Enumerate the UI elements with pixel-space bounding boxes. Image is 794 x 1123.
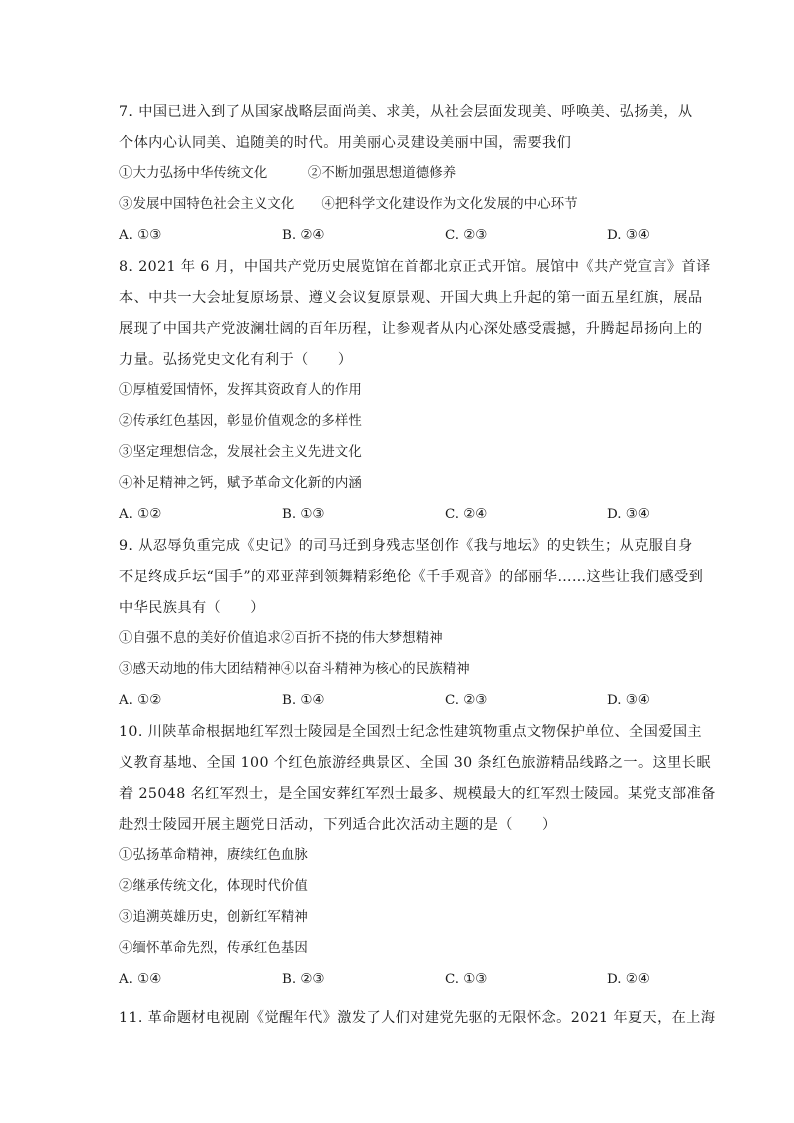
question-9-answer-choices <box>119 692 679 710</box>
question-8-stem-line-2: 本、中共一大会址复原场景、遵义会议复原景观、开国大典上升起的第一面五星红旗，展品 <box>119 290 703 306</box>
question-9-stem-line-2: 不足终成乒坛“国手”的邓亚萍到领舞精彩绝伦《千手观音》的邰丽华……这些让我们感受到 <box>119 569 704 585</box>
question-7-option-line-2: ③发展中国特色社会主义文化 ④把科学文化建设作为文化发展的中心环节 <box>119 197 578 212</box>
question-7-answer-c: C. ②③ <box>445 228 488 243</box>
question-8-option-4: ④补足精神之钙，赋予革命文化新的内涵 <box>119 476 362 491</box>
question-9-answer-b: B. ①④ <box>282 693 325 708</box>
question-7-stem-line-2: 个体内心认同美、追随美的时代。用美丽心灵建设美丽中国，需要我们 <box>119 135 572 151</box>
question-8-option-1: ①厚植爱国情怀，发挥其资政育人的作用 <box>119 383 362 398</box>
question-9-answer-c: C. ②③ <box>445 693 488 708</box>
question-10-stem-line-1: 10. 川陕革命根据地红军烈士陵园是全国烈士纪念性建筑物重点文物保护单位、全国爱国主 <box>119 724 703 740</box>
question-7-option-line-1: ①大力弘扬中华传统文化 ②不断加强思想道德修养 <box>119 166 457 181</box>
question-10-stem-line-3: 着 25048 名红军烈士，是全国安葬红军烈士最多、规模最大的红军烈士陵园。某党支部准备 <box>119 786 716 802</box>
question-10-option-2: ②继承传统文化，体现时代价值 <box>119 879 308 894</box>
question-9-stem-line-3: 中华民族具有（ ） <box>119 600 265 616</box>
question-10-answer-a: A. ①④ <box>119 972 162 987</box>
question-9-stem-line-1: 9. 从忍辱负重完成《史记》的司马迁到身残志坚创作《我与地坛》的史铁生；从克服自身 <box>119 538 693 554</box>
question-11-stem-line-1: 11. 革命题材电视剧《觉醒年代》激发了人们对建党先驱的无限怀念。2021 年夏天，在上海 <box>119 1010 716 1026</box>
question-8-stem-line-4: 力量。弘扬党史文化有利于（ ） <box>119 352 353 368</box>
question-9-answer-a: A. ①② <box>119 693 162 708</box>
question-10-stem-line-2: 义教育基地、全国 100 个红色旅游经典景区、全国 30 条红色旅游精品线路之一。这里长眠 <box>119 755 711 771</box>
question-8-answer-c: C. ②④ <box>445 507 488 522</box>
question-10-stem-line-4: 赴烈士陵园开展主题党日活动，下列适合此次活动主题的是（ ） <box>119 817 557 833</box>
question-8-answer-d: D. ③④ <box>607 507 650 522</box>
question-10-answer-choices <box>119 971 679 989</box>
question-10-answer-b: B. ②③ <box>282 972 325 987</box>
question-8-option-3: ③坚定理想信念，发展社会主义先进文化 <box>119 445 362 460</box>
question-8-stem-line-1: 8. 2021 年 6 月，中国共产党历史展览馆在首都北京正式开馆。展馆中《共产党宣言》首译 <box>119 259 711 275</box>
question-8-stem-line-3: 展现了中国共产党波澜壮阔的百年历程，让参观者从内心深处感受震撼，升腾起昂扬向上的 <box>119 321 703 337</box>
question-7-stem-line-1: 7. 中国已进入到了从国家战略层面尚美、求美，从社会层面发现美、呼唤美、弘扬美，从 <box>119 104 693 120</box>
question-8-answer-choices <box>119 506 679 524</box>
question-10-answer-c: C. ①③ <box>445 972 488 987</box>
question-8-answer-a: A. ①② <box>119 507 162 522</box>
question-9-answer-d: D. ③④ <box>607 693 650 708</box>
question-10-option-4: ④缅怀革命先烈，传承红色基因 <box>119 941 308 956</box>
question-9-option-line-2: ③感天动地的伟大团结精神④以奋斗精神为核心的民族精神 <box>119 662 470 677</box>
question-7-answer-d: D. ③④ <box>607 228 650 243</box>
question-7-answer-choices <box>119 227 679 245</box>
question-10-option-3: ③追溯英雄历史，创新红军精神 <box>119 910 308 925</box>
question-7-answer-b: B. ②④ <box>282 228 325 243</box>
question-8-option-2: ②传承红色基因，彰显价值观念的多样性 <box>119 414 362 429</box>
question-9-option-line-1: ①自强不息的美好价值追求②百折不挠的伟大梦想精神 <box>119 631 443 646</box>
question-10-option-1: ①弘扬革命精神，赓续红色血脉 <box>119 848 308 863</box>
question-7-answer-a: A. ①③ <box>119 228 162 243</box>
question-10-answer-d: D. ②④ <box>607 972 650 987</box>
question-8-answer-b: B. ①③ <box>282 507 325 522</box>
